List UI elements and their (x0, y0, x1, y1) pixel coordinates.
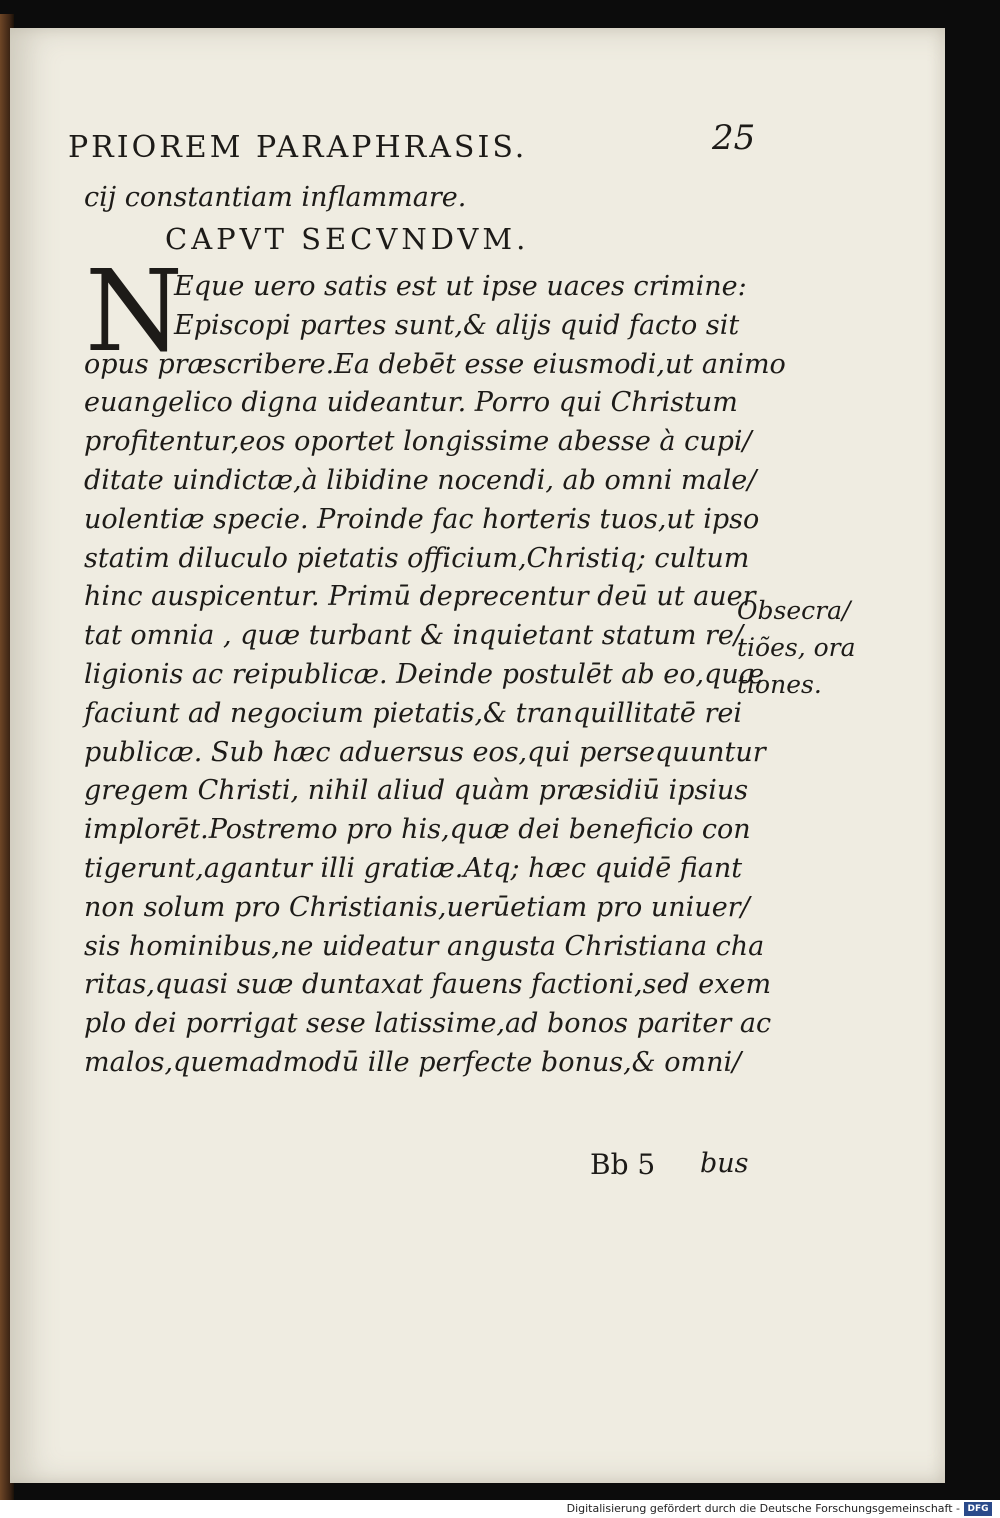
running-title: PRIOREM PARAPHRASIS. (68, 130, 528, 165)
text-line: faciunt ad negocium pietatis,& tranquillitatē rei (84, 697, 742, 729)
page-number: 25 (712, 118, 756, 158)
text-line: malos,quemadmodū ille perfecte bonus,& omni/ (84, 1046, 742, 1078)
text-line: Eque uero satis est ut ipse uaces crimine: (174, 271, 747, 302)
margin-note-line: Obsecra/ (737, 596, 851, 625)
text-line: euangelico digna uideantur. Porro qui Christum (84, 387, 738, 419)
text-line: profitentur,eos oportet longissime abesse à cupi/ (84, 426, 752, 458)
text-line: Episcopi partes sunt,& alijs quid facto sit (174, 309, 740, 341)
text-line: uolentiæ specie. Proinde fac horteris tuos,ut ipso (84, 503, 760, 535)
chapter-heading: CAPVT SECVNDVM. (165, 222, 530, 256)
text-line: tigerunt,agantur illi gratiæ.Atq; hæc quidē fiant (84, 852, 743, 884)
text-line: opus præscribere.Ea debēt esse eiusmodi,ut animo (84, 348, 786, 380)
drop-cap-initial: N (85, 247, 183, 377)
dfg-logo: DFG (964, 1502, 992, 1516)
credit-text: Digitalisierung gefördert durch die Deutsche Forschungsgemeinschaft - (566, 1502, 960, 1515)
carry-over-line: cij constantiam inflammare. (84, 182, 467, 213)
margin-note-line: tiones. (737, 670, 822, 699)
text-line: gregem Christi, nihil aliud quàm præsidiū ipsius (84, 775, 749, 807)
text-line: statim diluculo pietatis officium,Christiq; cultum (84, 542, 750, 574)
text-line: plo dei porrigat sese latissime,ad bonos pariter ac (84, 1008, 772, 1040)
text-line: hinc auspicentur. Primū deprecentur deū ut auer (84, 581, 756, 613)
text-line: ligionis ac reipublicæ. Deinde postulēt ab eo,quæ (84, 658, 765, 690)
text-line: publicæ. Sub hæc aduersus eos,qui persequuntur (84, 736, 766, 768)
text-line: tat omnia , quæ turbant & inquietant statum re/ (84, 620, 743, 652)
catchword: bus (700, 1148, 749, 1179)
margin-note-line: tiões, ora (737, 633, 856, 662)
signature-mark: Bb 5 (590, 1148, 656, 1181)
text-line: non solum pro Christianis,uerūetiam pro uniuer/ (84, 891, 750, 923)
text-line: ritas,quasi suæ duntaxat fauens factioni,sed exem (84, 969, 772, 1001)
text-line: ditate uindictæ,à libidine nocendi, ab omni male/ (84, 464, 757, 496)
marginal-note (737, 592, 867, 703)
text-line: sis hominibus,ne uideatur angusta Christiana cha (84, 930, 765, 962)
text-line: implorēt.Postremo pro his,quæ dei beneficio con (84, 814, 751, 846)
